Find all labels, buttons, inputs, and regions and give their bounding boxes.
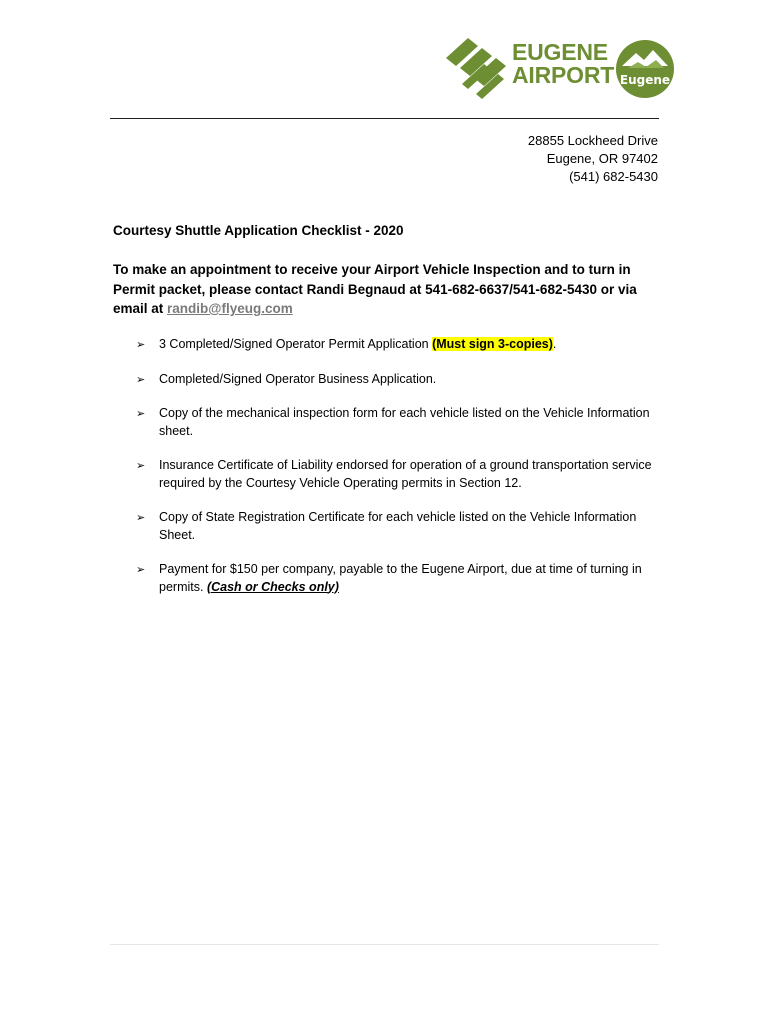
checklist-item [136,509,666,544]
logo-wordmark [512,41,614,87]
checklist-item [136,371,666,389]
arrow-bullet-icon: ➢ [136,372,146,386]
address-phone: (541) 682-5430 [569,169,658,184]
checklist-item [136,336,666,354]
item-text: Payment for $150 per company, payable to the Eugene Airport, due at time of turning in permits. [159,562,642,594]
item-text: Copy of the mechanical inspection form for each vehicle listed on the Vehicle Information sheet. [159,406,650,438]
page-title: Courtesy Shuttle Application Checklist - 2020 [113,223,404,238]
logo-line-eugene: EUGENE [512,39,608,65]
item-text: Copy of State Registration Certificate for each vehicle listed on the Vehicle Information Sheet. [159,510,637,542]
footer-divider [110,944,659,945]
item-end: . [552,337,557,351]
address-city: Eugene, OR 97402 [546,151,658,166]
checklist-item [136,405,666,440]
item-text: 3 Completed/Signed Operator Permit Application [159,337,429,351]
seal-label: Eugene [619,73,671,87]
email-link[interactable]: randib@flyeug.com [167,301,293,316]
checklist [136,336,666,596]
eugene-seal-icon [616,40,674,98]
highlight-note: (Must sign 3-copies) [432,337,553,351]
header-divider [110,118,659,119]
address-street: 28855 Lockheed Drive [527,133,658,148]
item-text: Completed/Signed Operator Business Application. [159,371,437,386]
arrow-bullet-icon: ➢ [136,511,146,524]
item-text: Insurance Certificate of Liability endorsed for operation of a ground transportation service required by the Courtesy Vehicle Operating permits in Section 12. [159,458,652,490]
arrow-bullet-icon: ➢ [136,459,146,472]
intro-text: To make an appointment to receive your Airport Vehicle Inspection and to turn in Permit packet, please contact Randi Begnaud at 541-682-6637/541-682-5430 or via email at [113,262,637,316]
arrow-bullet-icon: ➢ [136,407,146,420]
arrow-bullet-icon: ➢ [136,338,146,351]
payment-note: (Cash or Checks only) [206,579,339,594]
eugene-airport-logo [444,36,679,102]
intro-paragraph [113,260,673,319]
airport-stripes-icon [444,36,508,100]
address-block [528,132,658,186]
checklist-item [136,457,666,492]
arrow-bullet-icon: ➢ [136,563,146,576]
checklist-item [136,561,666,596]
logo-line-airport: AIRPORT [512,62,615,88]
